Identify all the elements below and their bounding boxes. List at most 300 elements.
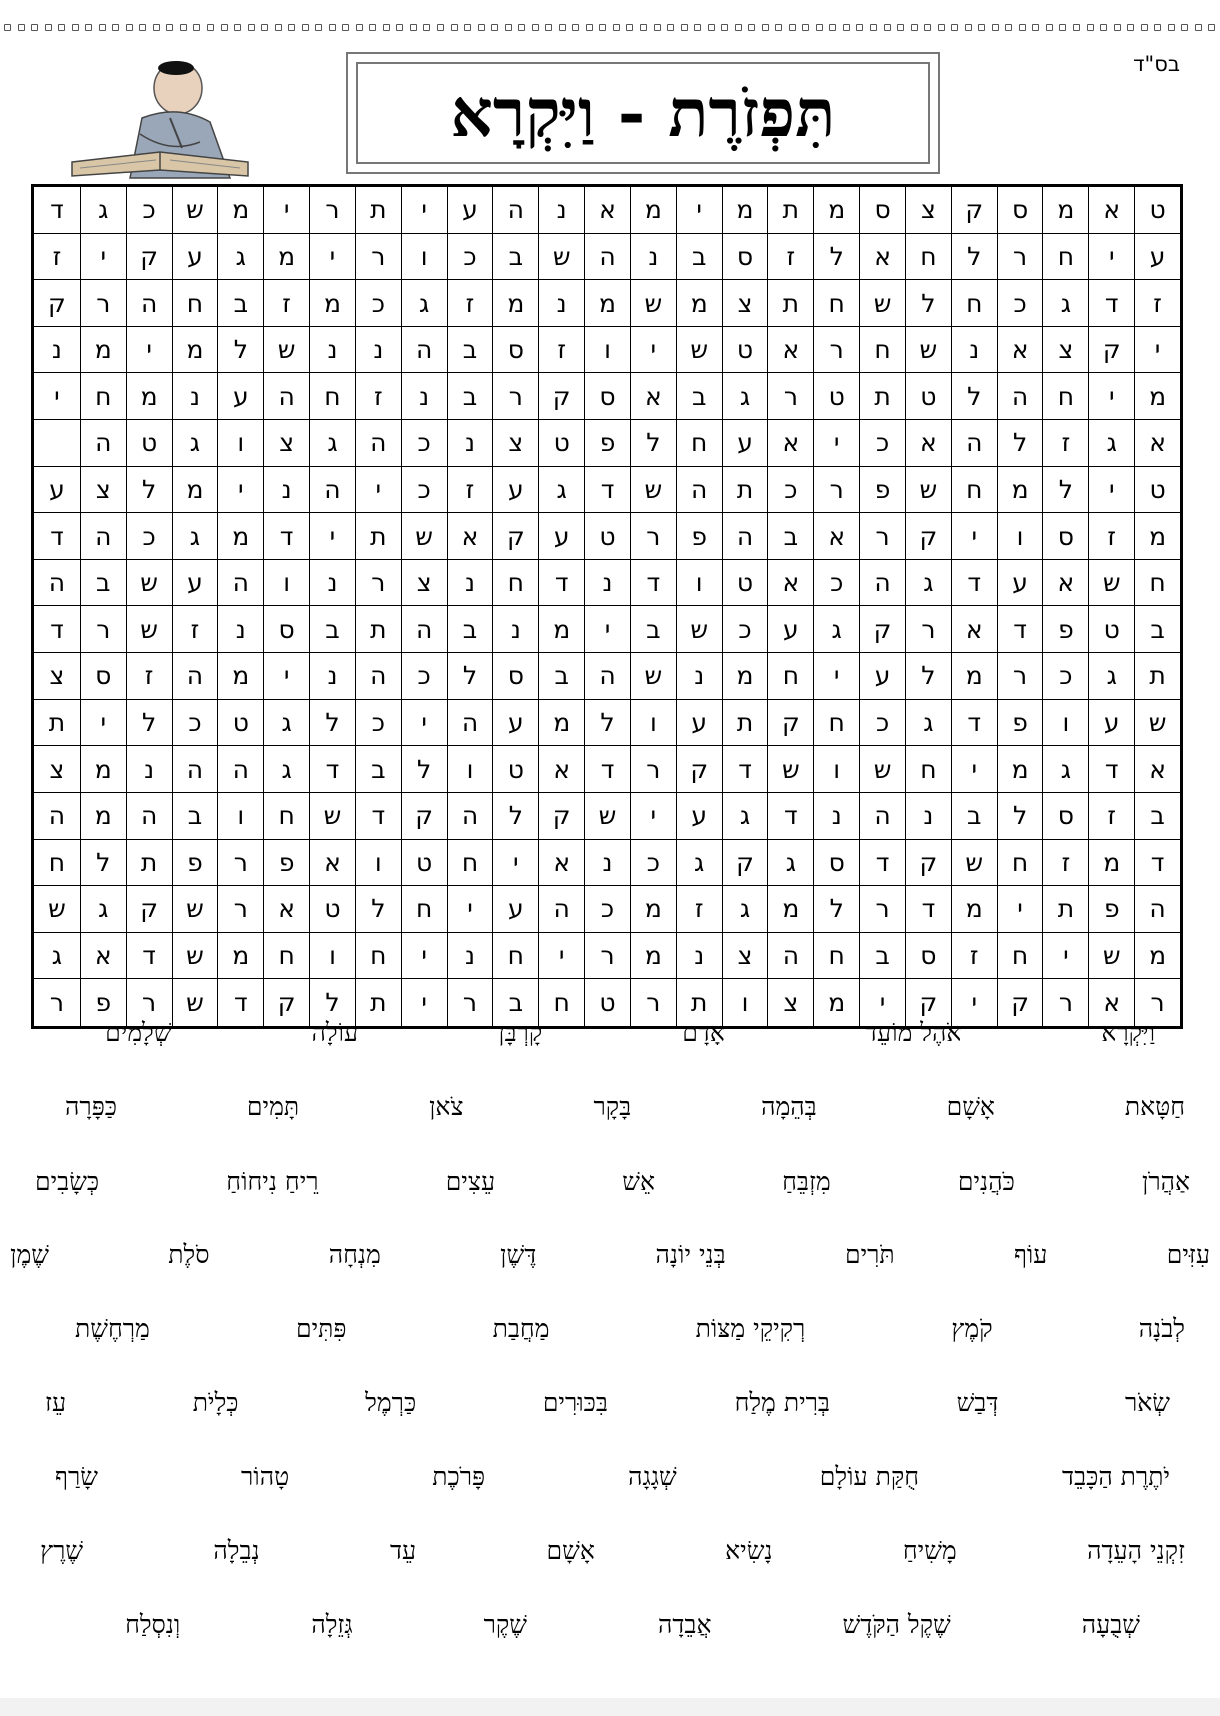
grid-cell: ד: [1134, 840, 1180, 887]
grid-cell: ב: [355, 746, 401, 793]
border-dot: [437, 24, 444, 31]
grid-cell: כ: [813, 560, 859, 607]
border-dot: [694, 24, 701, 31]
grid-cell: ס: [80, 653, 126, 700]
grid-cell: ש: [172, 187, 218, 234]
grid-cell: נ: [263, 467, 309, 514]
grid-cell: מ: [997, 746, 1043, 793]
word-list-row: [10, 1240, 1210, 1270]
search-word: כַּרְמֶל: [365, 1388, 417, 1417]
search-word: אָשָׁם: [546, 1536, 595, 1565]
border-dot: [762, 24, 769, 31]
search-word: גְּזֵלָה: [311, 1610, 353, 1639]
grid-cell: י: [630, 793, 676, 840]
grid-cell: ה: [80, 513, 126, 560]
grid-cell: ר: [630, 979, 676, 1026]
grid-cell: ת: [1134, 653, 1180, 700]
grid-cell: ק: [538, 793, 584, 840]
grid-cell: ק: [905, 840, 951, 887]
grid-cell: ה: [172, 653, 218, 700]
grid-cell: ש: [584, 793, 630, 840]
border-dot: [112, 24, 119, 31]
grid-cell: י: [630, 327, 676, 374]
border-dot: [978, 24, 985, 31]
grid-cell: י: [951, 513, 997, 560]
border-dot: [329, 24, 336, 31]
border-dot: [640, 24, 647, 31]
grid-cell: ב: [492, 234, 538, 281]
border-dot: [315, 24, 322, 31]
grid-cell: ג: [34, 933, 80, 980]
grid-cell: ד: [34, 606, 80, 653]
grid-cell: י: [263, 187, 309, 234]
grid-cell: ה: [263, 373, 309, 420]
grid-cell: ב: [676, 234, 722, 281]
page-bottom-strip: [0, 1698, 1220, 1716]
grid-cell: נ: [676, 653, 722, 700]
border-dot: [1114, 24, 1121, 31]
search-word: בְּנֵי יוֹנָה: [655, 1240, 726, 1269]
grid-cell: ע: [997, 560, 1043, 607]
grid-cell: ל: [951, 234, 997, 281]
grid-cell: א: [538, 840, 584, 887]
grid-cell: ש: [1134, 700, 1180, 747]
grid-cell: ח: [1042, 234, 1088, 281]
border-dot: [126, 24, 133, 31]
grid-cell: כ: [126, 187, 172, 234]
grid-cell: מ: [80, 327, 126, 374]
border-dot: [775, 24, 782, 31]
grid-cell: ד: [584, 467, 630, 514]
grid-cell: ח: [538, 979, 584, 1026]
grid-cell: צ: [492, 420, 538, 467]
grid-cell: כ: [584, 886, 630, 933]
bsd-mark: בס"ד: [1133, 52, 1180, 76]
search-word: כְּשָׂבִים: [35, 1167, 100, 1196]
grid-cell: ק: [126, 886, 172, 933]
border-dot: [748, 24, 755, 31]
grid-cell: ב: [447, 606, 493, 653]
grid-cell: ה: [722, 513, 768, 560]
grid-cell: ק: [859, 606, 905, 653]
grid-cell: ק: [676, 746, 722, 793]
grid-cell: י: [217, 467, 263, 514]
grid-cell: ר: [584, 933, 630, 980]
grid-cell: מ: [217, 513, 263, 560]
grid-cell: מ: [722, 653, 768, 700]
grid-cell: ה: [997, 373, 1043, 420]
grid-cell: נ: [630, 234, 676, 281]
grid-cell: ד: [34, 187, 80, 234]
grid-cell: י: [309, 234, 355, 281]
grid-cell: ח: [813, 700, 859, 747]
grid-cell: ל: [905, 653, 951, 700]
border-dot: [572, 24, 579, 31]
grid-cell: נ: [217, 606, 263, 653]
grid-cell: ו: [217, 793, 263, 840]
search-word: תֹּרִים: [844, 1240, 895, 1269]
grid-cell: ה: [126, 280, 172, 327]
search-word: כֹּהֲנִים: [957, 1167, 1015, 1196]
grid-cell: א: [1088, 979, 1134, 1026]
border-dot: [816, 24, 823, 31]
grid-cell: ו: [401, 234, 447, 281]
search-word: קֹמֶץ: [951, 1314, 993, 1343]
border-dot: [681, 24, 688, 31]
grid-cell: מ: [813, 979, 859, 1026]
border-dot: [45, 24, 52, 31]
border-dot: [1127, 24, 1134, 31]
search-word: עוֹף: [1013, 1240, 1048, 1269]
border-dot: [613, 24, 620, 31]
border-dot: [870, 24, 877, 31]
grid-cell: ח: [767, 653, 813, 700]
grid-cell: ת: [355, 979, 401, 1026]
grid-cell: ס: [1042, 513, 1088, 560]
search-word: קָרְבָּן: [498, 1018, 543, 1047]
grid-cell: ט: [584, 979, 630, 1026]
grid-cell: א: [584, 187, 630, 234]
grid-cell: ז: [951, 933, 997, 980]
border-dot: [505, 24, 512, 31]
grid-cell: ה: [492, 187, 538, 234]
grid-cell: ה: [767, 933, 813, 980]
grid-cell: ה: [355, 653, 401, 700]
grid-cell: י: [492, 840, 538, 887]
border-dot: [802, 24, 809, 31]
border-dot: [207, 24, 214, 31]
search-word: נְבֵלָה: [213, 1536, 260, 1565]
grid-cell: ל: [447, 653, 493, 700]
grid-cell: ג: [401, 280, 447, 327]
grid-cell: י: [447, 886, 493, 933]
grid-cell: ק: [1088, 327, 1134, 374]
grid-cell: ח: [492, 933, 538, 980]
grid-cell: ב: [1134, 606, 1180, 653]
search-word: בִּכּוּרִים: [542, 1388, 608, 1417]
grid-cell: צ: [401, 560, 447, 607]
grid-cell: ד: [951, 700, 997, 747]
grid-cell: י: [997, 886, 1043, 933]
grid-cell: ק: [905, 979, 951, 1026]
border-dot: [369, 24, 376, 31]
border-dot: [586, 24, 593, 31]
search-word: עֵצִים: [445, 1167, 496, 1196]
search-word: רֵיחַ נִיחוֹחַ: [226, 1167, 319, 1196]
grid-cell: ד: [859, 840, 905, 887]
grid-cell: כ: [355, 280, 401, 327]
grid-cell: צ: [905, 187, 951, 234]
search-word: פִּתִּים: [295, 1314, 347, 1343]
grid-cell: י: [1088, 373, 1134, 420]
border-dot: [559, 24, 566, 31]
grid-cell: כ: [997, 280, 1043, 327]
grid-cell: ק: [951, 187, 997, 234]
grid-cell: ט: [1134, 187, 1180, 234]
grid-cell: ה: [1134, 886, 1180, 933]
grid-cell: ק: [492, 513, 538, 560]
search-word: צֹאן: [429, 1092, 464, 1121]
grid-cell: ז: [34, 234, 80, 281]
grid-cell: נ: [538, 187, 584, 234]
grid-cell: ל: [126, 467, 172, 514]
grid-cell: י: [1088, 467, 1134, 514]
grid-cell: כ: [126, 513, 172, 560]
border-dot: [221, 24, 228, 31]
boy-reading-book-icon: [70, 58, 250, 184]
grid-cell: ד: [263, 513, 309, 560]
border-dot: [1087, 24, 1094, 31]
border-dot: [897, 24, 904, 31]
grid-cell: ע: [676, 793, 722, 840]
grid-cell: ל: [997, 420, 1043, 467]
grid-cell: ש: [1088, 560, 1134, 607]
search-word: שֶׁרֶץ: [40, 1536, 84, 1565]
grid-cell: ר: [1042, 979, 1088, 1026]
border-dot: [965, 24, 972, 31]
grid-cell: ר: [997, 234, 1043, 281]
grid-cell: א: [859, 234, 905, 281]
search-word: עֵד: [390, 1536, 417, 1565]
grid-cell: ל: [80, 840, 126, 887]
grid-cell: כ: [401, 420, 447, 467]
border-dot: [1019, 24, 1026, 31]
grid-cell: ס: [905, 933, 951, 980]
grid-cell: מ: [630, 933, 676, 980]
grid-cell: י: [1088, 234, 1134, 281]
grid-cell: ר: [813, 327, 859, 374]
search-word: דְּבַשׁ: [956, 1388, 999, 1417]
grid-cell: ד: [584, 746, 630, 793]
border-dot: [884, 24, 891, 31]
grid-cell: ג: [80, 886, 126, 933]
grid-cell: נ: [538, 280, 584, 327]
grid-cell: ק: [997, 979, 1043, 1026]
grid-cell: ע: [722, 420, 768, 467]
search-word: אָשָׁם: [946, 1092, 995, 1121]
grid-cell: נ: [401, 373, 447, 420]
grid-cell: ע: [676, 700, 722, 747]
grid-cell: פ: [263, 840, 309, 887]
search-word: חַטָּאת: [1124, 1092, 1185, 1121]
grid-cell: י: [80, 234, 126, 281]
grid-cell: ר: [630, 746, 676, 793]
grid-cell: א: [905, 420, 951, 467]
grid-cell: צ: [263, 420, 309, 467]
border-dot: [193, 24, 200, 31]
grid-cell: ע: [767, 606, 813, 653]
grid-cell: א: [447, 513, 493, 560]
grid-cell: ו: [1042, 700, 1088, 747]
grid-cell: נ: [492, 606, 538, 653]
grid-cell: ר: [355, 234, 401, 281]
grid-cell: ז: [447, 467, 493, 514]
grid-cell: ה: [172, 746, 218, 793]
grid-cell: א: [80, 933, 126, 980]
grid-cell: ח: [1042, 373, 1088, 420]
search-word: עֵז: [45, 1388, 67, 1417]
grid-cell: ה: [80, 420, 126, 467]
search-word: אָדָם: [682, 1018, 725, 1047]
grid-cell: ש: [172, 979, 218, 1026]
grid-cell: ש: [172, 933, 218, 980]
search-word: מִנְחָה: [328, 1240, 381, 1269]
grid-cell: ת: [767, 187, 813, 234]
grid-cell: ה: [447, 793, 493, 840]
grid-cell: ט: [1134, 467, 1180, 514]
grid-cell: צ: [722, 933, 768, 980]
grid-cell: ב: [767, 513, 813, 560]
grid-cell: ש: [951, 840, 997, 887]
grid-cell: ו: [584, 327, 630, 374]
grid-cell: נ: [172, 373, 218, 420]
grid-cell: ע: [172, 234, 218, 281]
grid-cell: נ: [34, 327, 80, 374]
grid-cell: ע: [492, 467, 538, 514]
grid-cell: ר: [859, 513, 905, 560]
grid-cell: פ: [80, 979, 126, 1026]
grid-cell: ט: [813, 373, 859, 420]
grid-cell: ר: [1134, 979, 1180, 1026]
grid-cell: ג: [813, 606, 859, 653]
grid-cell: י: [813, 420, 859, 467]
grid-cell: ת: [1042, 886, 1088, 933]
search-word: לְבֹנָה: [1138, 1314, 1185, 1343]
search-word: שְׁלָמִים: [105, 1018, 172, 1047]
search-word: מַחֲבַת: [492, 1314, 550, 1343]
border-dot: [938, 24, 945, 31]
border-dot: [1181, 24, 1188, 31]
grid-cell: ח: [492, 560, 538, 607]
grid-cell: ר: [309, 187, 355, 234]
grid-cell: ז: [1042, 420, 1088, 467]
grid-cell: א: [1134, 746, 1180, 793]
grid-cell: ז: [538, 327, 584, 374]
grid-cell: א: [813, 513, 859, 560]
search-word: סֹלֶת: [168, 1240, 210, 1269]
grid-cell: ב: [492, 979, 538, 1026]
grid-cell: ג: [1088, 420, 1134, 467]
grid-cell: מ: [722, 187, 768, 234]
grid-cell: ע: [492, 886, 538, 933]
grid-cell: ל: [584, 700, 630, 747]
grid-cell: צ: [767, 979, 813, 1026]
grid-cell: ש: [630, 653, 676, 700]
border-dot: [532, 24, 539, 31]
border-dot: [735, 24, 742, 31]
search-word: אַהֲרֹן: [1141, 1167, 1190, 1196]
border-dot: [356, 24, 363, 31]
border-dot: [1005, 24, 1012, 31]
border-dot: [275, 24, 282, 31]
dotted-border-top: [4, 24, 1216, 36]
grid-cell: י: [859, 979, 905, 1026]
grid-cell: מ: [172, 467, 218, 514]
grid-cell: ו: [676, 560, 722, 607]
search-word: עִזִּים: [1166, 1240, 1210, 1269]
grid-cell: מ: [80, 793, 126, 840]
grid-cell: ס: [263, 606, 309, 653]
grid-cell: צ: [34, 653, 80, 700]
grid-cell: ו: [813, 746, 859, 793]
grid-cell: ט: [538, 420, 584, 467]
grid-cell: י: [1042, 933, 1088, 980]
grid-cell: ח: [34, 840, 80, 887]
grid-cell: ס: [722, 234, 768, 281]
grid-cell: ב: [859, 933, 905, 980]
border-dot: [721, 24, 728, 31]
grid-cell: ע: [172, 560, 218, 607]
grid-cell: ש: [676, 327, 722, 374]
search-word: מַרְחֶשֶׁת: [75, 1314, 150, 1343]
grid-cell: ז: [1088, 513, 1134, 560]
grid-cell: ד: [722, 746, 768, 793]
grid-cell: ד: [997, 606, 1043, 653]
grid-cell: ש: [630, 280, 676, 327]
grid-cell: ב: [217, 280, 263, 327]
grid-cell: ה: [34, 793, 80, 840]
grid-cell: י: [401, 979, 447, 1026]
grid-cell: ד: [34, 513, 80, 560]
border-dot: [18, 24, 25, 31]
search-word: וְנִסְלַח: [125, 1610, 181, 1639]
title-inner-frame: [356, 62, 930, 164]
grid-cell: ז: [1134, 280, 1180, 327]
search-word: יֹתֶרֶת הַכָּבֵד: [1062, 1462, 1170, 1491]
grid-cell: ב: [538, 653, 584, 700]
grid-cell: י: [584, 606, 630, 653]
grid-cell: ח: [859, 327, 905, 374]
grid-cell: ו: [309, 933, 355, 980]
grid-cell: י: [309, 513, 355, 560]
grid-cell: ס: [859, 187, 905, 234]
grid-cell: מ: [309, 280, 355, 327]
grid-cell: א: [767, 420, 813, 467]
grid-cell: כ: [447, 234, 493, 281]
search-word: כְּלָיֹת: [192, 1388, 239, 1417]
grid-cell: ה: [401, 606, 447, 653]
search-word: טָהוֹר: [241, 1462, 290, 1491]
search-word: שֶׁמֶן: [10, 1240, 49, 1269]
grid-cell: ה: [126, 793, 172, 840]
grid-cell: ר: [813, 467, 859, 514]
grid-cell: א: [767, 560, 813, 607]
border-dot: [302, 24, 309, 31]
grid-cell: ג: [722, 373, 768, 420]
grid-cell: נ: [309, 653, 355, 700]
grid-cell: ו: [217, 420, 263, 467]
grid-cell: ק: [767, 700, 813, 747]
grid-cell: צ: [34, 746, 80, 793]
border-dot: [478, 24, 485, 31]
grid-cell: ת: [859, 373, 905, 420]
grid-cell: ה: [859, 560, 905, 607]
grid-cell: כ: [859, 420, 905, 467]
grid-cell: ב: [676, 373, 722, 420]
grid-cell: מ: [951, 886, 997, 933]
search-word: נָשִׂיא: [725, 1536, 773, 1565]
grid-cell: ש: [401, 513, 447, 560]
grid-cell: ה: [676, 467, 722, 514]
grid-cell: ת: [722, 700, 768, 747]
word-list-row: [10, 1536, 1210, 1566]
grid-cell: ה: [34, 560, 80, 607]
grid-cell: מ: [538, 606, 584, 653]
grid-cell: נ: [676, 933, 722, 980]
grid-cell: מ: [630, 187, 676, 234]
grid-cell: ד: [1088, 746, 1134, 793]
border-dot: [464, 24, 471, 31]
